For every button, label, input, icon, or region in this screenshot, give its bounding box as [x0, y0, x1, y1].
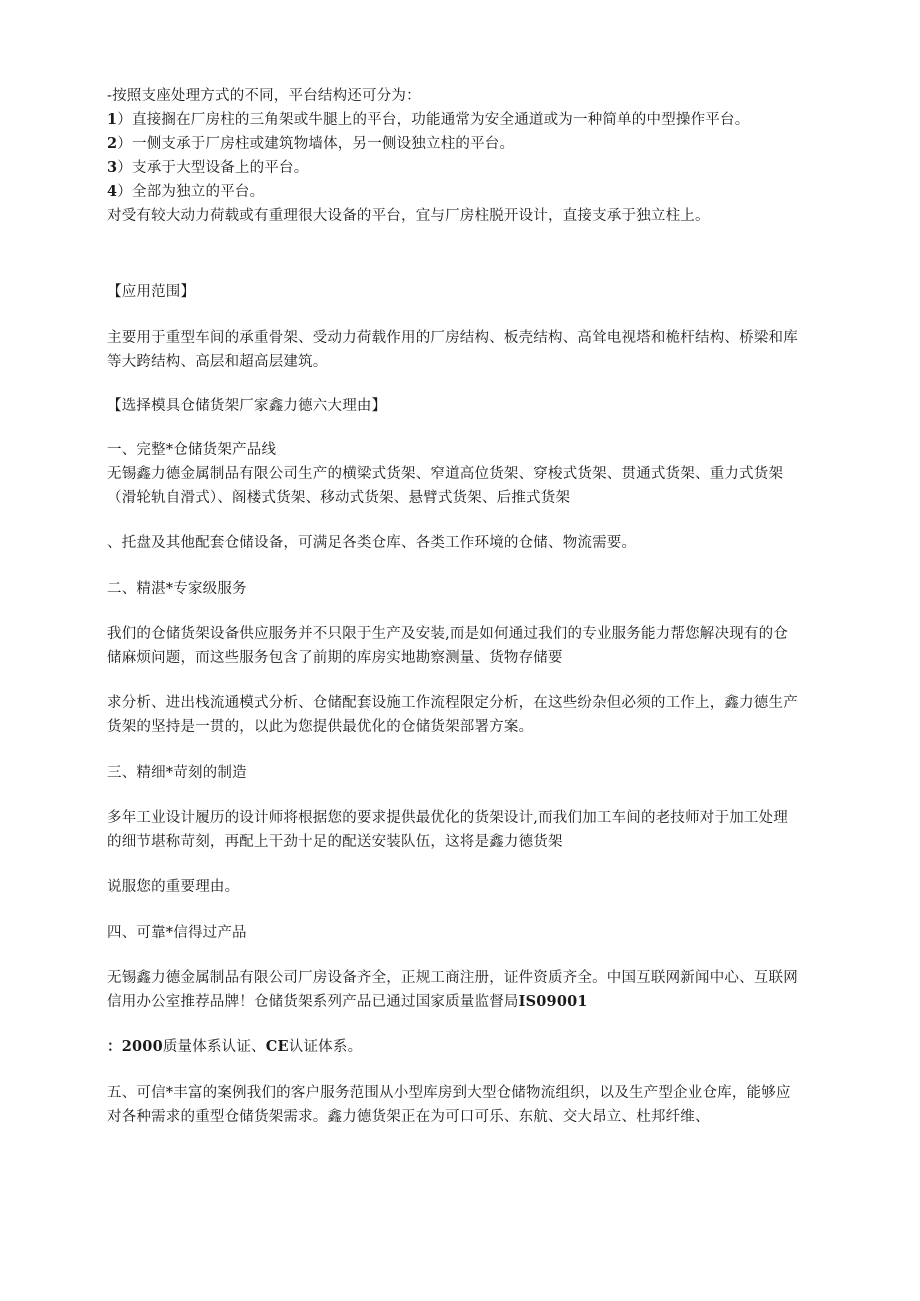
spacer: [107, 304, 842, 326]
reason-3-title: 三、精细*苛刻的制造: [107, 765, 247, 781]
spacer: [107, 228, 842, 280]
item-number: 2: [107, 135, 118, 152]
spacer: [107, 739, 842, 761]
spacer: [107, 899, 842, 921]
structure-item-3: [107, 156, 842, 180]
reason-4-title: 四、可靠*信得过产品: [107, 925, 247, 941]
reason-3-line-1: 多年工业设计履历的设计师将根据您的要求提供最优化的货架设计,而我们加工车间的老技师对于加工处理: [107, 810, 789, 826]
reason-3-line-3: 说服您的重要理由。: [107, 879, 240, 895]
reason-1-title: 一、完整*仓储货架产品线: [107, 442, 277, 458]
application-line-2: 等大跨结构、高层和超高层建筑。: [107, 354, 328, 370]
spacer: [107, 945, 842, 966]
reason-2-line-4: 货架的坚持是一贯的，以此为您提供最优化的仓储货架部署方案。: [107, 719, 534, 735]
structure-item-1: [107, 108, 842, 132]
spacer: [107, 854, 842, 875]
reason-2-title: 二、精湛*专家级服务: [107, 581, 247, 597]
application-heading: 【应用范围】: [107, 284, 196, 300]
reason-1-line-3: 、托盘及其他配套仓储设备，可满足各类仓库、各类工作环境的仓储、物流需要。: [107, 535, 637, 551]
spacer: [107, 374, 842, 394]
item-text: ）一侧支承于厂房柱或建筑物墙体，另一侧设独立柱的平台。: [117, 136, 515, 152]
reason-3-line-2: 的细节堪称苛刻，再配上干劲十足的配送安装队伍，这将是鑫力德货架: [107, 834, 563, 850]
spacer: [107, 785, 842, 806]
spacer: [107, 1059, 842, 1081]
reason-4-line-2: [107, 990, 842, 1014]
spacer: [107, 418, 842, 438]
item-text: ）全部为独立的平台。: [117, 184, 265, 200]
reason-1-line-1: 无锡鑫力德金属制品有限公司生产的横梁式货架、窄道高位货架、穿梭式货架、贯通式货架、重力式货架: [107, 466, 784, 482]
ce-mark: CE: [265, 1038, 289, 1055]
spacer: [107, 601, 842, 622]
reason-4-line-2-text: 信用办公室推荐品牌！仓储货架系列产品已通过国家质量监督局: [107, 994, 519, 1010]
structure-note: 对受有较大动力荷载或有重理很大设备的平台，宜与厂房柱脱开设计，直接支承于独立柱上。: [107, 208, 710, 224]
item-number: 3: [107, 159, 118, 176]
spacer: [107, 510, 842, 531]
structure-item-2: [107, 132, 842, 156]
item-text: ）直接搁在厂房柱的三角架或牛腿上的平台，功能通常为安全通道或为一种简单的中型操作平台。: [117, 112, 750, 128]
reasons-heading: 【选择模具仓储货架厂家鑫力德六大理由】: [107, 398, 387, 414]
spacer: [107, 555, 842, 577]
structure-intro: -按照支座处理方式的不同，平台结构还可分为：: [107, 88, 421, 104]
reason-2-line-2: 储麻烦问题，而这些服务包含了前期的库房实地勘察测量、货物存储要: [107, 650, 563, 666]
document-page: [107, 84, 842, 1129]
reason-2-line-3: 求分析、进出栈流通模式分析、仓储配套设施工作流程限定分析，在这些纷杂但必须的工作上，鑫力德生产: [107, 695, 798, 711]
application-line-1: 主要用于重型车间的承重骨架、受动力荷载作用的厂房结构、板壳结构、高耸电视塔和桅杆结构、桥梁和库: [107, 330, 798, 346]
reason-2-line-1: 我们的仓储货架设备供应服务并不只限于生产及安装,而是如何通过我们的专业服务能力帮您解决现有的仓: [107, 626, 789, 642]
item-text: ）支承于大型设备上的平台。: [117, 160, 309, 176]
item-number: 4: [107, 183, 118, 200]
spacer: [107, 1014, 842, 1035]
item-number: 1: [107, 111, 118, 128]
reason-4-line-1: 无锡鑫力德金属制品有限公司厂房设备齐全，正规工商注册，证件资质齐全。中国互联网新闻中心、互联网: [107, 970, 798, 986]
iso-year: ：2000: [107, 1038, 163, 1055]
spacer: [107, 670, 842, 691]
structure-item-4: [107, 180, 842, 204]
reason-4-line-3-text-a: 质量体系认证、: [162, 1039, 266, 1055]
reason-5-line-2: 对各种需求的重型仓储货架需求。鑫力德货架正在为可口可乐、东航、交大昂立、杜邦纤维、: [107, 1109, 710, 1125]
reason-1-line-2: （滑轮轨自滑式）、阁楼式货架、移动式货架、悬臂式货架、后推式货架: [107, 490, 571, 506]
iso-code: IS09001: [518, 993, 588, 1010]
reason-4-line-3-text-b: 认证体系。: [288, 1039, 363, 1055]
reason-5-line-1: 五、可信*丰富的案例我们的客户服务范围从小型库房到大型仓储物流组织，以及生产型企业仓库，能够应: [107, 1085, 791, 1101]
reason-4-line-3: [107, 1035, 842, 1059]
